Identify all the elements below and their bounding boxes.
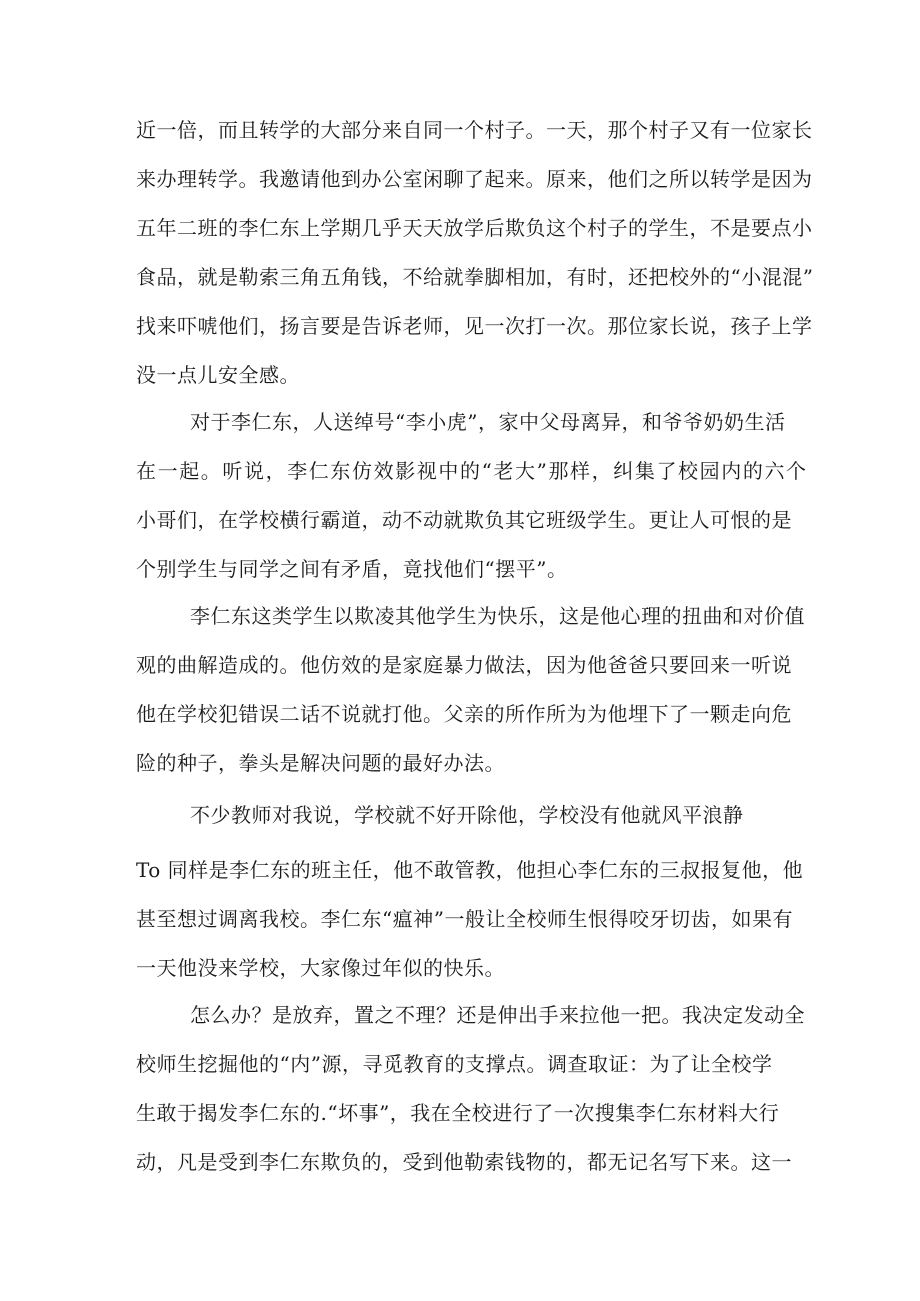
- text-line: 食品，就是勒索三角五角钱，不给就拳脚相加，有时，还把校外的“小混混”: [136, 265, 814, 289]
- text-line: 动，凡是受到李仁东欺负的，受到他勒索钱物的，都无记名写下来。这一: [136, 1150, 792, 1174]
- text-line: 不少教师对我说，学校就不好开除他，学校没有他就风平浪静: [190, 803, 744, 827]
- text-line: 险的种子，拳头是解决问题的最好办法。: [136, 751, 505, 775]
- text-line: 个别学生与同学之间有矛盾，竟找他们“摆平”。: [136, 557, 568, 581]
- text-line: 生敢于揭发李仁东的.“坏事”，我在全校进行了一次搜集李仁东材料大行: [136, 1101, 780, 1125]
- text-line: 甚至想过调离我校。李仁东“瘟神”一般让全校师生恨得咬牙切齿，如果有: [136, 907, 793, 931]
- text-line: To 同样是李仁东的班主任，他不敢管教，他担心李仁东的三叔报复他，他: [136, 858, 804, 882]
- text-line: 观的曲解造成的。他仿效的是家庭暴力做法，因为他爸爸只要回来一听说: [136, 653, 792, 677]
- text-line: 一天他没来学校，大家像过年似的快乐。: [136, 956, 505, 980]
- text-line: 近一倍，而且转学的大部分来自同一个村子。一天，那个村子又有一位家长: [136, 118, 813, 142]
- text-line: 来办理转学。我邀请他到办公室闲聊了起来。原来，他们之所以转学是因为: [136, 167, 813, 191]
- text-line: 没一点儿安全感。: [136, 363, 300, 387]
- text-line: 在一起。听说，李仁东仿效影视中的“老大”那样，纠集了校园内的六个: [136, 459, 808, 483]
- text-line: 小哥们，在学校横行霸道，动不动就欺负其它班级学生。更让人可恨的是: [136, 508, 792, 532]
- text-line: 校师生挖掘他的“内”源，寻觅教育的支撑点。调查取证：为了让全校学: [136, 1052, 773, 1076]
- text-line: 找来吓唬他们，扬言要是告诉老师，见一次打一次。那位家长说，孩子上学: [136, 314, 813, 338]
- text-line: 李仁东这类学生以欺凌其他学生为快乐，这是他心理的扭曲和对价值: [190, 604, 805, 628]
- text-line: 他在学校犯错误二话不说就打他。父亲的所作所为为他埋下了一颗走向危: [136, 702, 792, 726]
- text-line: 五年二班的李仁东上学期几乎天天放学后欺负这个村子的学生，不是要点小: [136, 216, 813, 240]
- text-line: 怎么办？是放弃，置之不理？还是伸出手来拉他一把。我决定发动全: [190, 1003, 805, 1027]
- text-line: 对于李仁东，人送绰号“李小虎”，家中父母离异，和爷爷奶奶生活: [190, 410, 786, 434]
